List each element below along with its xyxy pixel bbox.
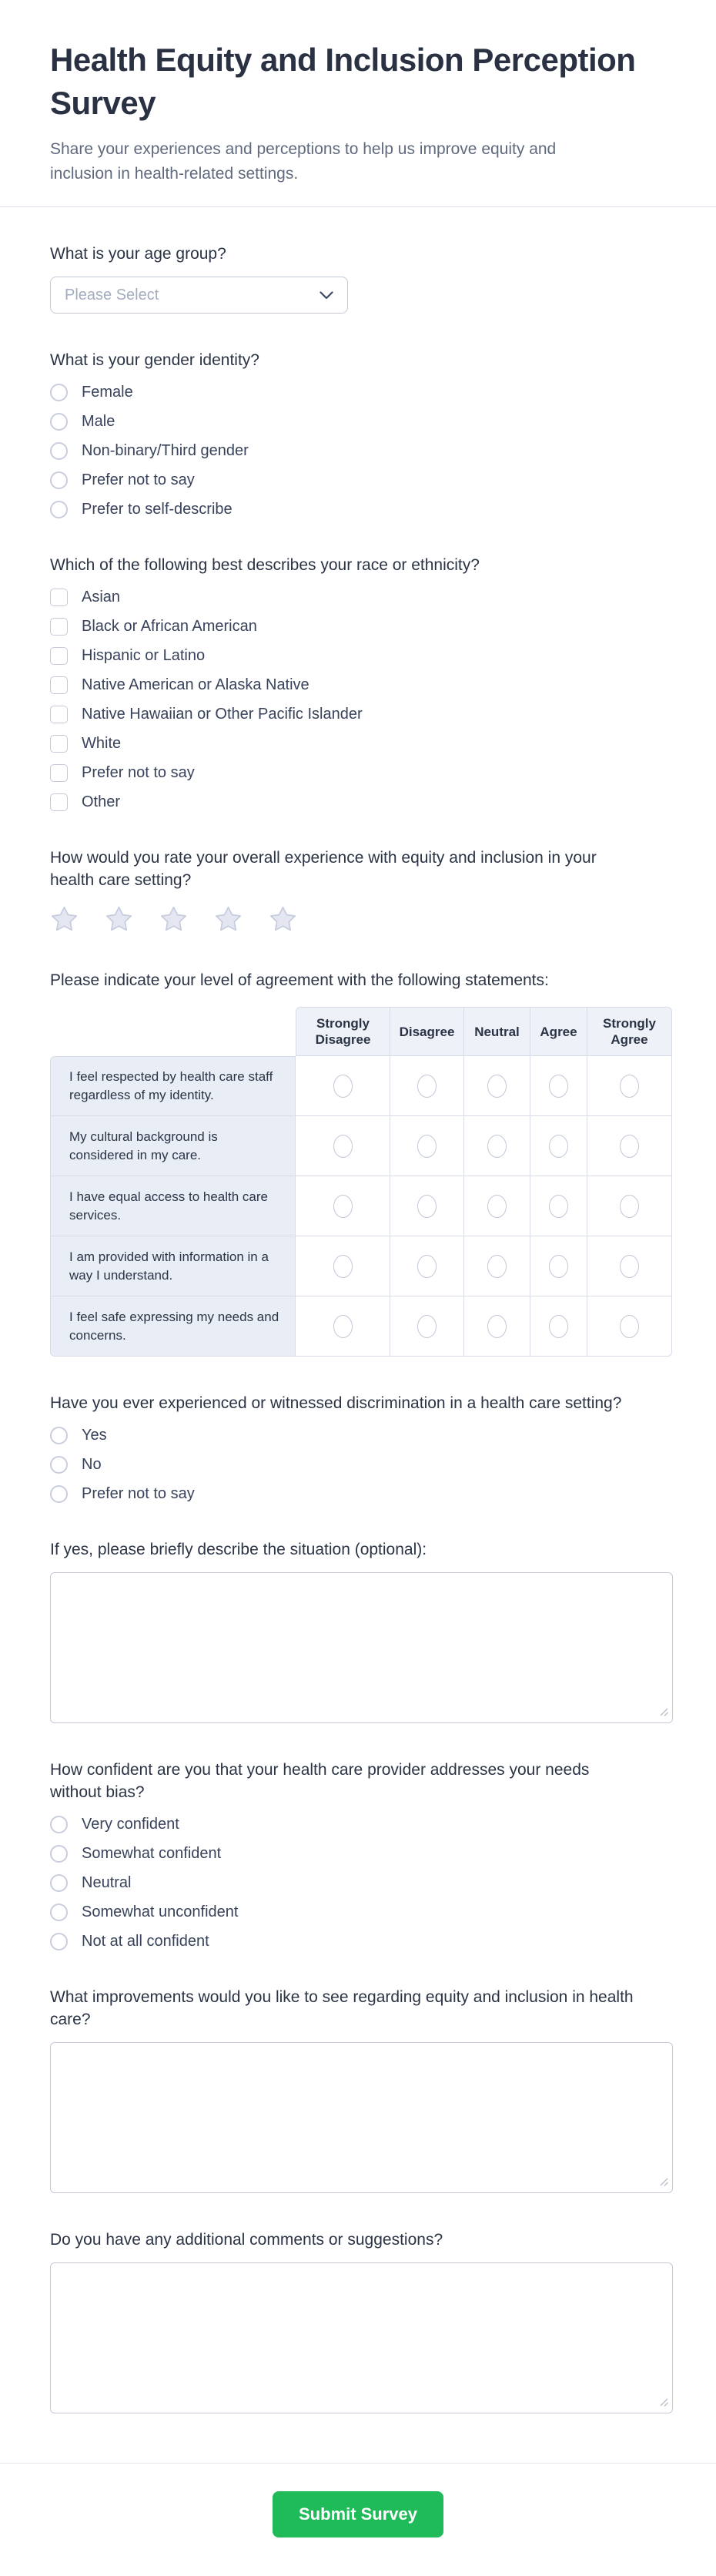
question-improvements <box>50 1986 673 2193</box>
matrix-cell <box>530 1056 587 1116</box>
checkbox-icon[interactable] <box>50 618 68 636</box>
race-options <box>50 588 673 811</box>
option-label: Native Hawaiian or Other Pacific Islander <box>82 706 363 723</box>
checkbox-icon[interactable] <box>50 589 68 606</box>
matrix-cell <box>530 1116 587 1176</box>
option-label: Non-binary/Third gender <box>82 442 249 459</box>
matrix-radio[interactable] <box>620 1075 639 1098</box>
option-label: Hispanic or Latino <box>82 647 206 664</box>
question-age-group <box>50 243 673 314</box>
matrix-radio[interactable] <box>620 1135 639 1158</box>
matrix-cell <box>390 1116 464 1176</box>
matrix-cell <box>530 1236 587 1296</box>
matrix-radio[interactable] <box>620 1195 639 1218</box>
question-label: Have you ever experienced or witnessed discrimination in a health care setting? <box>50 1394 622 1412</box>
form-header <box>0 0 716 206</box>
option-label: Native American or Alaska Native <box>82 676 309 693</box>
checkbox-option-asian[interactable] <box>50 588 673 606</box>
question-discrimination <box>50 1392 673 1503</box>
radio-icon[interactable] <box>50 1816 68 1833</box>
matrix-radio[interactable] <box>620 1315 639 1338</box>
option-label: Black or African American <box>82 618 257 635</box>
star-4-button[interactable] <box>214 905 243 934</box>
checkbox-option-white[interactable] <box>50 734 673 753</box>
statement-cultural-background: My cultural background is considered in my care. <box>50 1116 296 1176</box>
radio-icon[interactable] <box>50 1427 68 1444</box>
matrix-cell <box>530 1296 587 1357</box>
option-label: Male <box>82 413 115 430</box>
question-label: Please indicate your level of agreement with the following statements: <box>50 971 549 989</box>
column-header-neutral: Neutral <box>464 1007 530 1056</box>
agreement-table <box>50 1007 672 1357</box>
age-group-select[interactable] <box>50 277 348 314</box>
checkbox-icon[interactable] <box>50 706 68 723</box>
option-label: Not at all confident <box>82 1933 209 1950</box>
matrix-radio[interactable] <box>487 1195 507 1218</box>
option-label: Female <box>82 384 133 401</box>
matrix-radio[interactable] <box>333 1135 353 1158</box>
select-placeholder: Please Select <box>65 286 159 304</box>
matrix-cell <box>587 1116 672 1176</box>
matrix-cell <box>390 1056 464 1116</box>
checkbox-option-native-american[interactable] <box>50 676 673 694</box>
matrix-radio[interactable] <box>487 1315 507 1338</box>
column-header-disagree: Disagree <box>390 1007 464 1056</box>
option-label: Prefer not to say <box>82 471 195 488</box>
matrix-radio[interactable] <box>417 1255 437 1278</box>
radio-option-no[interactable] <box>50 1455 673 1474</box>
question-label: Which of the following best describes your race or ethnicity? <box>50 556 480 574</box>
radio-option-yes[interactable] <box>50 1426 673 1444</box>
matrix-cell <box>296 1116 390 1176</box>
option-label: Prefer not to say <box>82 764 195 781</box>
matrix-cell <box>296 1296 390 1357</box>
checkbox-icon[interactable] <box>50 735 68 753</box>
matrix-cell <box>390 1176 464 1236</box>
question-label: What improvements would you like to see regarding equity and inclusion in health care? <box>50 1988 634 2028</box>
matrix-cell <box>464 1236 530 1296</box>
option-label: Prefer to self-describe <box>82 501 233 518</box>
matrix-radio[interactable] <box>549 1135 568 1158</box>
radio-option-somewhat-unconfident[interactable] <box>50 1903 673 1921</box>
matrix-cell <box>296 1056 390 1116</box>
matrix-radio[interactable] <box>620 1255 639 1278</box>
question-label: What is your age group? <box>50 245 226 263</box>
matrix-cell <box>587 1296 672 1357</box>
matrix-cell <box>296 1176 390 1236</box>
radio-icon[interactable] <box>50 1485 68 1503</box>
matrix-radio[interactable] <box>549 1075 568 1098</box>
star-3-button[interactable] <box>159 905 188 934</box>
matrix-radio[interactable] <box>333 1315 353 1338</box>
matrix-cell <box>464 1176 530 1236</box>
radio-option-male[interactable] <box>50 412 673 431</box>
question-overall-rating <box>50 847 673 934</box>
star-2-button[interactable] <box>105 905 133 934</box>
radio-option-self-describe[interactable] <box>50 500 673 518</box>
matrix-cell <box>464 1116 530 1176</box>
checkbox-option-native-hawaiian[interactable] <box>50 705 673 723</box>
star-icon <box>105 924 133 936</box>
option-label: Somewhat confident <box>82 1845 222 1862</box>
matrix-radio[interactable] <box>333 1195 353 1218</box>
matrix-radio[interactable] <box>417 1135 437 1158</box>
statement-respected: I feel respected by health care staff regardless of my identity. <box>50 1056 296 1116</box>
matrix-radio[interactable] <box>417 1075 437 1098</box>
option-label: White <box>82 735 122 752</box>
radio-icon[interactable] <box>50 1874 68 1892</box>
radio-option-prefer-not-say[interactable] <box>50 471 673 489</box>
question-race-ethnicity <box>50 554 673 811</box>
matrix-cell <box>464 1296 530 1357</box>
matrix-radio[interactable] <box>549 1255 568 1278</box>
question-gender-identity <box>50 349 673 518</box>
matrix-radio[interactable] <box>487 1255 507 1278</box>
confidence-options <box>50 1815 673 1950</box>
question-label: If yes, please briefly describe the situation (optional): <box>50 1541 427 1558</box>
matrix-cell <box>587 1176 672 1236</box>
matrix-radio[interactable] <box>333 1255 353 1278</box>
checkbox-icon[interactable] <box>50 764 68 782</box>
matrix-radio[interactable] <box>417 1195 437 1218</box>
column-header-strongly-disagree: Strongly Disagree <box>296 1007 390 1056</box>
radio-option-not-at-all-confident[interactable] <box>50 1932 673 1950</box>
radio-icon[interactable] <box>50 1903 68 1921</box>
header-divider <box>0 206 716 207</box>
submit-survey-button[interactable]: Submit Survey <box>273 2491 443 2537</box>
option-label: Other <box>82 793 121 810</box>
checkbox-icon[interactable] <box>50 793 68 811</box>
radio-icon[interactable] <box>50 413 68 431</box>
star-icon <box>214 924 243 936</box>
matrix-cell <box>464 1056 530 1116</box>
checkbox-option-black[interactable] <box>50 617 673 636</box>
checkbox-option-hispanic[interactable] <box>50 646 673 665</box>
matrix-radio[interactable] <box>549 1195 568 1218</box>
radio-icon[interactable] <box>50 1845 68 1863</box>
matrix-cell <box>587 1236 672 1296</box>
option-label: Very confident <box>82 1816 179 1833</box>
star-rating <box>50 905 673 934</box>
question-label: Do you have any additional comments or suggestions? <box>50 2231 443 2249</box>
statement-information: I am provided with information in a way I understand. <box>50 1236 296 1296</box>
checkbox-option-prefer-not-say[interactable] <box>50 763 673 782</box>
question-comments <box>50 2229 673 2413</box>
radio-icon[interactable] <box>50 384 68 401</box>
question-label: How would you rate your overall experience with equity and inclusion in your health care setting? <box>50 849 597 889</box>
option-label: Yes <box>82 1427 107 1444</box>
radio-icon[interactable] <box>50 442 68 460</box>
radio-option-prefer-not-say[interactable] <box>50 1484 673 1503</box>
resize-handle-icon[interactable] <box>658 1706 669 1717</box>
gender-options <box>50 383 673 518</box>
describe-situation-textarea[interactable] <box>50 1572 673 1723</box>
matrix-cell <box>390 1296 464 1357</box>
improvements-textarea[interactable] <box>50 2042 673 2193</box>
question-confidence <box>50 1759 673 1950</box>
option-label: Somewhat unconfident <box>82 1903 239 1920</box>
checkbox-icon[interactable] <box>50 647 68 665</box>
matrix-radio[interactable] <box>487 1135 507 1158</box>
matrix-radio[interactable] <box>549 1315 568 1338</box>
survey-form <box>0 243 716 2437</box>
matrix-cell <box>530 1176 587 1236</box>
question-describe-situation <box>50 1538 673 1723</box>
question-label: How confident are you that your health care provider addresses your needs without bias? <box>50 1761 590 1801</box>
question-agreement-matrix <box>50 969 673 1357</box>
star-1-button[interactable] <box>50 905 79 934</box>
discrimination-options <box>50 1426 673 1503</box>
matrix-radio[interactable] <box>487 1075 507 1098</box>
radio-option-very-confident[interactable] <box>50 1815 673 1833</box>
matrix-cell <box>390 1236 464 1296</box>
matrix-cell <box>587 1056 672 1116</box>
radio-option-female[interactable] <box>50 383 673 401</box>
column-header-strongly-agree: Strongly Agree <box>587 1007 672 1056</box>
radio-icon[interactable] <box>50 1456 68 1474</box>
radio-option-nonbinary[interactable] <box>50 441 673 460</box>
star-icon <box>269 924 297 936</box>
star-5-button[interactable] <box>269 905 297 934</box>
checkbox-option-other[interactable] <box>50 793 673 811</box>
option-label: Asian <box>82 589 121 605</box>
comments-textarea[interactable] <box>50 2262 673 2413</box>
star-icon <box>50 924 79 936</box>
statement-safe-expressing: I feel safe expressing my needs and concerns. <box>50 1296 296 1357</box>
matrix-radio[interactable] <box>417 1315 437 1338</box>
resize-handle-icon[interactable] <box>658 2397 669 2407</box>
matrix-radio[interactable] <box>333 1075 353 1098</box>
radio-icon[interactable] <box>50 1933 68 1950</box>
radio-option-somewhat-confident[interactable] <box>50 1844 673 1863</box>
resize-handle-icon[interactable] <box>658 2176 669 2187</box>
question-label: What is your gender identity? <box>50 351 259 369</box>
radio-icon[interactable] <box>50 471 68 489</box>
form-footer <box>0 2464 716 2576</box>
column-header-agree: Agree <box>530 1007 587 1056</box>
table-corner-blank <box>50 1007 296 1056</box>
radio-option-neutral[interactable] <box>50 1873 673 1892</box>
star-icon <box>159 924 188 936</box>
statement-equal-access: I have equal access to health care services. <box>50 1176 296 1236</box>
radio-icon[interactable] <box>50 501 68 518</box>
option-label: Neutral <box>82 1874 132 1891</box>
checkbox-icon[interactable] <box>50 676 68 694</box>
page-title: Health Equity and Inclusion Perception Survey <box>50 42 636 121</box>
option-label: Prefer not to say <box>82 1485 195 1502</box>
matrix-cell <box>296 1236 390 1296</box>
chevron-down-icon <box>320 291 333 300</box>
option-label: No <box>82 1456 102 1473</box>
page-subtitle: Share your experiences and perceptions to help us improve equity and inclusion in health-related settings. <box>50 140 557 183</box>
